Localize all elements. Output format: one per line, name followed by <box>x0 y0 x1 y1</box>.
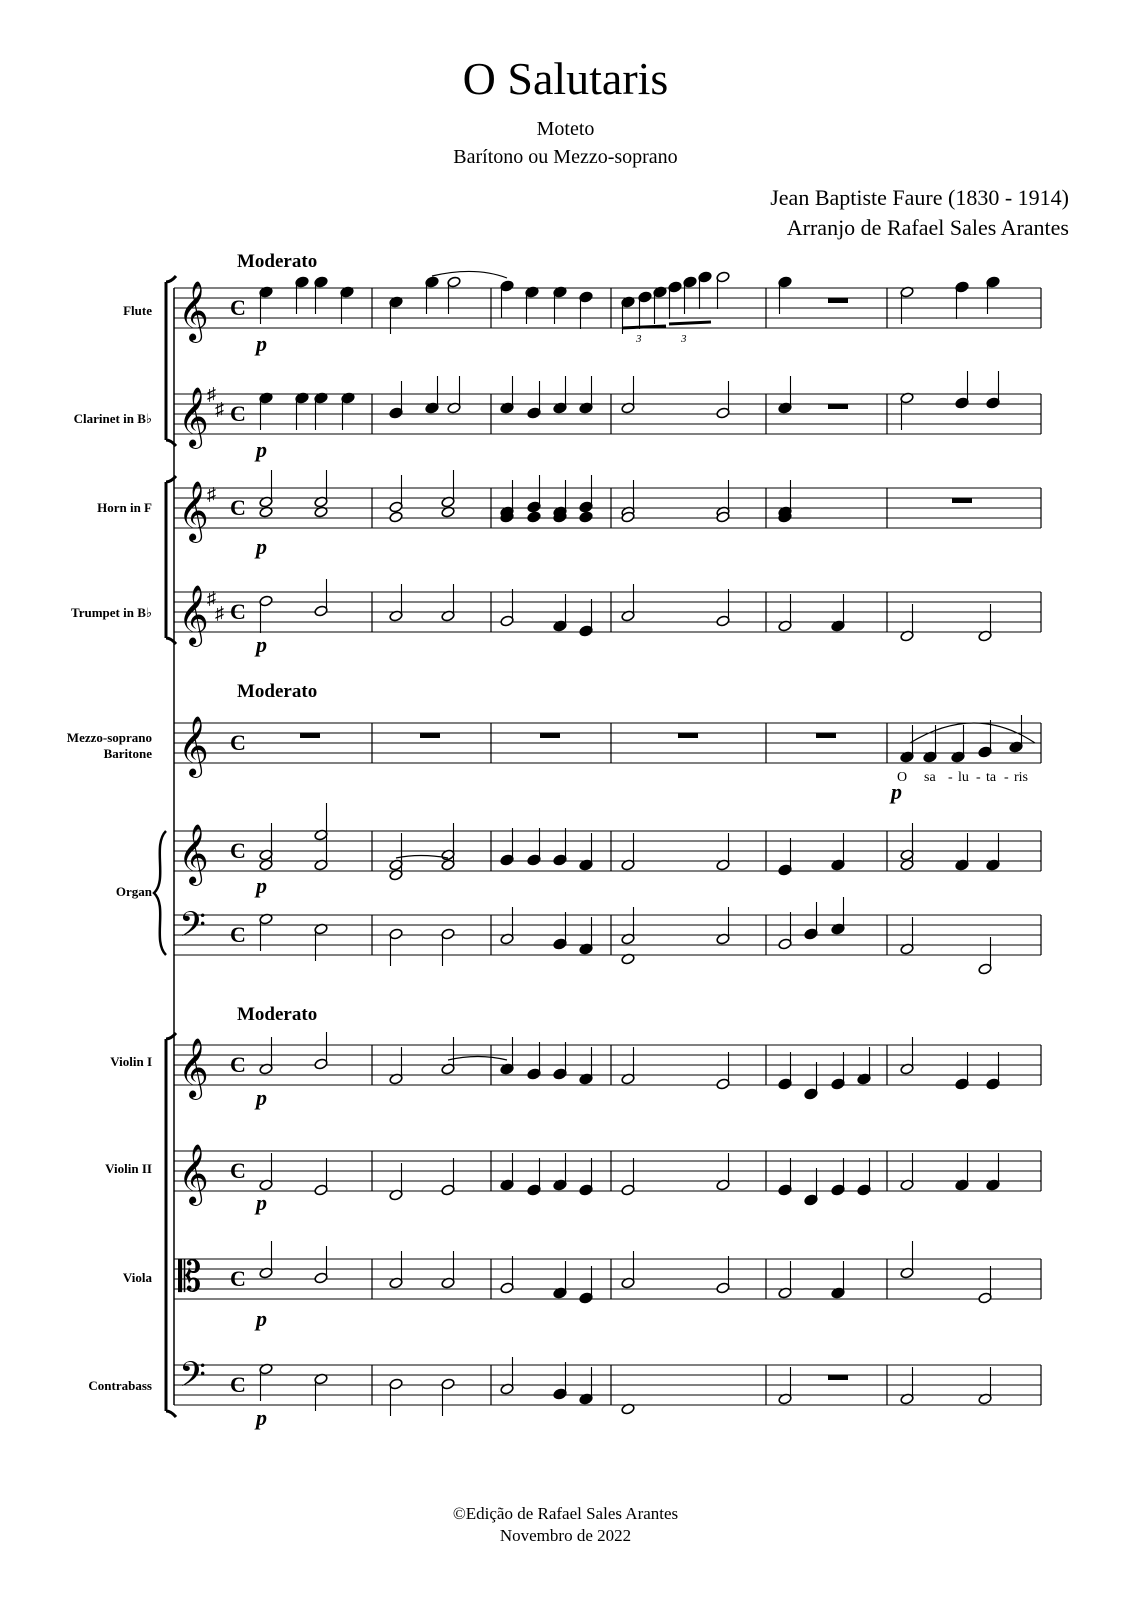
dynamic-marking: p <box>256 873 267 898</box>
treble-clef-icon: 𝄞 <box>178 587 209 644</box>
subtitle-genre: Moteto <box>536 118 595 140</box>
tuplet-number: 3 <box>636 333 642 345</box>
sharp-icon: ♯ <box>215 603 224 623</box>
lyric-hyphen: - <box>1004 770 1009 785</box>
dynamic-marking: p <box>891 779 902 804</box>
whole-rest <box>816 733 836 738</box>
instrument-label-flute: Flute <box>123 303 152 318</box>
subtitle-voice: Barítono ou Mezzo-soprano <box>453 146 678 168</box>
dynamic-marking: p <box>256 534 267 559</box>
time-signature: C <box>230 401 246 426</box>
tie <box>432 271 507 278</box>
whole-rest <box>828 404 848 409</box>
instrument-label-clarinet: Clarinet in B♭ <box>73 411 152 426</box>
composer-credit: Jean Baptiste Faure (1830 - 1914) <box>770 185 1069 210</box>
bass-clef-icon: 𝄢 <box>179 1357 207 1403</box>
time-signature: C <box>230 495 246 520</box>
footer-edition: ©Edição de Rafael Sales Arantes <box>452 1504 679 1523</box>
time-signature: C <box>230 922 246 947</box>
time-signature: C <box>230 1266 246 1291</box>
lyric-syllable: sa <box>924 770 936 785</box>
notes <box>178 271 1035 1416</box>
note <box>389 511 403 523</box>
note <box>579 511 593 523</box>
sharp-icon: ♯ <box>215 399 224 419</box>
lyric-syllable: O <box>897 770 908 785</box>
instrument-label-organ: Organ <box>115 884 152 899</box>
whole-rest <box>678 733 698 738</box>
time-signature: C <box>230 295 246 320</box>
sharp-icon: ♯ <box>207 588 216 608</box>
whole-rest <box>828 1375 848 1380</box>
note-beam <box>622 326 666 328</box>
instrument-label-violin1: Violin I <box>110 1054 152 1069</box>
whole-rest <box>952 498 972 503</box>
dynamic-marking: p <box>256 632 267 657</box>
treble-clef-icon: 𝄞 <box>178 389 209 446</box>
instrument-label-contrabass: Contrabass <box>88 1378 152 1393</box>
tempo-marking: Moderato <box>237 681 318 702</box>
dynamic-marking: p <box>256 1085 267 1110</box>
footer-date: Novembro de 2022 <box>499 1526 632 1545</box>
treble-clef-icon: 𝄞 <box>178 826 209 883</box>
arranger-credit: Arranjo de Rafael Sales Arantes <box>786 215 1069 240</box>
lyric-syllable: lu <box>958 770 969 785</box>
brackets <box>154 276 176 1417</box>
treble-clef-icon: 𝄞 <box>178 483 209 540</box>
whole-rest <box>828 298 848 303</box>
note <box>527 511 541 523</box>
time-signature: C <box>230 599 246 624</box>
whole-rest <box>300 733 320 738</box>
staff-lines <box>174 288 1041 1405</box>
sharp-icon: ♯ <box>207 384 216 404</box>
whole-rest <box>540 733 560 738</box>
tempo-marking: Moderato <box>237 251 318 272</box>
alto-clef-icon: 𝄡 <box>178 1255 202 1301</box>
dynamic-marking: p <box>256 1405 267 1430</box>
lyric-syllable: ris <box>1014 770 1028 785</box>
time-signature: C <box>230 1372 246 1397</box>
lyric-hyphen: - <box>948 770 953 785</box>
instrument-label-voice: Mezzo-soprano <box>66 730 152 745</box>
instrument-label-voice: Baritone <box>103 746 152 761</box>
tuplet-number: 3 <box>681 333 687 345</box>
dynamic-marking: p <box>256 1306 267 1331</box>
dynamic-marking: p <box>256 437 267 462</box>
page-title: O Salutaris <box>462 53 669 104</box>
lyric-syllable: ta <box>986 770 997 785</box>
treble-clef-icon: 𝄞 <box>178 283 209 340</box>
instrument-label-horn: Horn in F <box>97 500 152 515</box>
note-beam <box>669 322 711 324</box>
time-signature: C <box>230 838 246 863</box>
tie <box>396 856 448 859</box>
time-signature: C <box>230 1158 246 1183</box>
tie <box>448 1057 507 1061</box>
treble-clef-icon: 𝄞 <box>178 1146 209 1203</box>
time-signature: C <box>230 730 246 755</box>
whole-rest <box>420 733 440 738</box>
sharp-icon: ♯ <box>207 484 216 504</box>
dynamic-marking: p <box>256 1190 267 1215</box>
time-signature: C <box>230 1052 246 1077</box>
barlines <box>372 288 1041 1405</box>
instrument-label-violin2: Violin II <box>105 1161 152 1176</box>
dynamic-marking: p <box>256 331 267 356</box>
organ-brace <box>154 831 166 955</box>
treble-clef-icon: 𝄞 <box>178 718 209 775</box>
treble-clef-icon: 𝄞 <box>178 1040 209 1097</box>
lyric-hyphen: - <box>976 770 981 785</box>
instrument-label-trumpet: Trumpet in B♭ <box>70 605 152 620</box>
tempo-marking: Moderato <box>237 1004 318 1025</box>
bass-clef-icon: 𝄢 <box>179 907 207 953</box>
instrument-label-viola: Viola <box>122 1270 152 1285</box>
